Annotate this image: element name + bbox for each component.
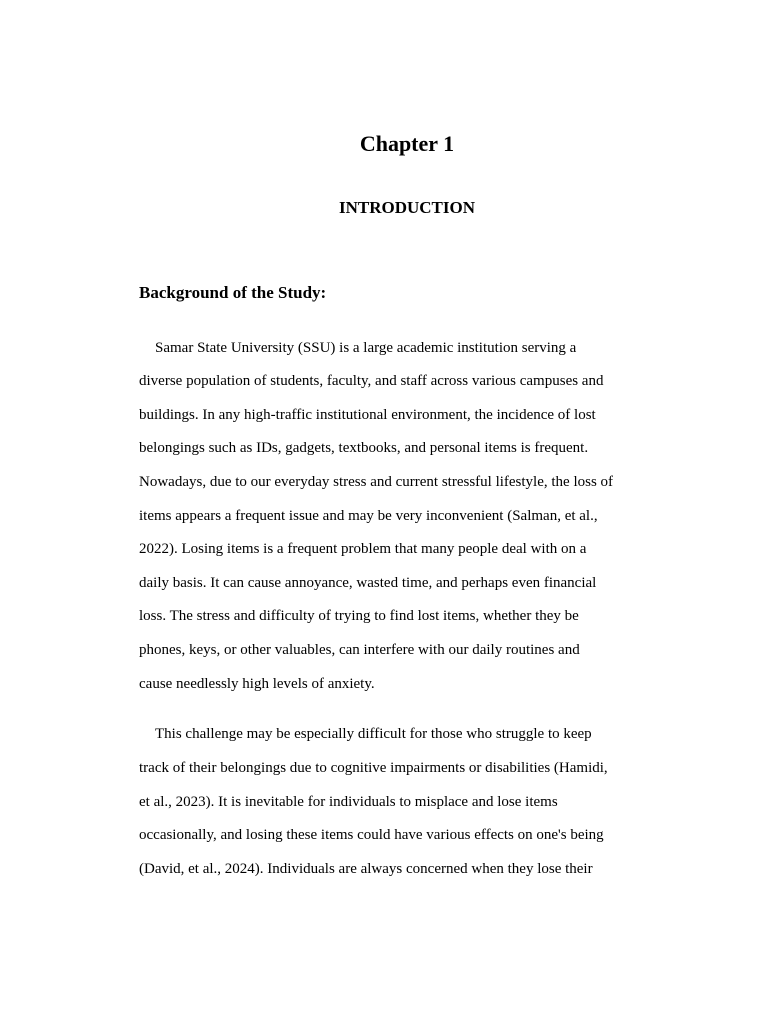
paragraph-line: occasionally, and losing these items could have various effects on one's being	[139, 827, 604, 843]
paragraph-line: loss. The stress and difficulty of trying to find lost items, whether they be	[139, 608, 579, 624]
section-title: INTRODUCTION	[338, 198, 476, 217]
paragraph-line: daily basis. It can cause annoyance, wasted time, and perhaps even financial	[139, 575, 597, 591]
paragraph-line: cause needlessly high levels of anxiety.	[139, 676, 375, 692]
paragraph-line: phones, keys, or other valuables, can interfere with our daily routines and	[139, 642, 580, 658]
paragraph-line: (David, et al., 2024). Individuals are always concerned when they lose their	[139, 861, 593, 877]
paragraph-line: et al., 2023). It is inevitable for individuals to misplace and lose items	[139, 794, 558, 810]
paragraph-line: This challenge may be especially difficult for those who struggle to keep	[155, 726, 592, 742]
paragraph-line: 2022). Losing items is a frequent problem that many people deal with on a	[139, 541, 587, 557]
paragraph-line: Samar State University (SSU) is a large academic institution serving a	[155, 340, 577, 356]
background-heading: Background of the Study:	[139, 283, 327, 302]
paragraph-line: diverse population of students, faculty, and staff across various campuses and	[139, 373, 604, 389]
paragraph-line: items appears a frequent issue and may be very inconvenient (Salman, et al.,	[139, 508, 598, 524]
chapter-title: Chapter 1	[359, 131, 455, 156]
paragraph-line: track of their belongings due to cognitive impairments or disabilities (Hamidi,	[139, 760, 608, 776]
paragraph-line: Nowadays, due to our everyday stress and current stressful lifestyle, the loss of	[139, 474, 614, 490]
paragraph-line: buildings. In any high-traffic institutional environment, the incidence of lost	[139, 407, 596, 423]
paragraph-line: belongings such as IDs, gadgets, textbooks, and personal items is frequent.	[139, 440, 589, 456]
